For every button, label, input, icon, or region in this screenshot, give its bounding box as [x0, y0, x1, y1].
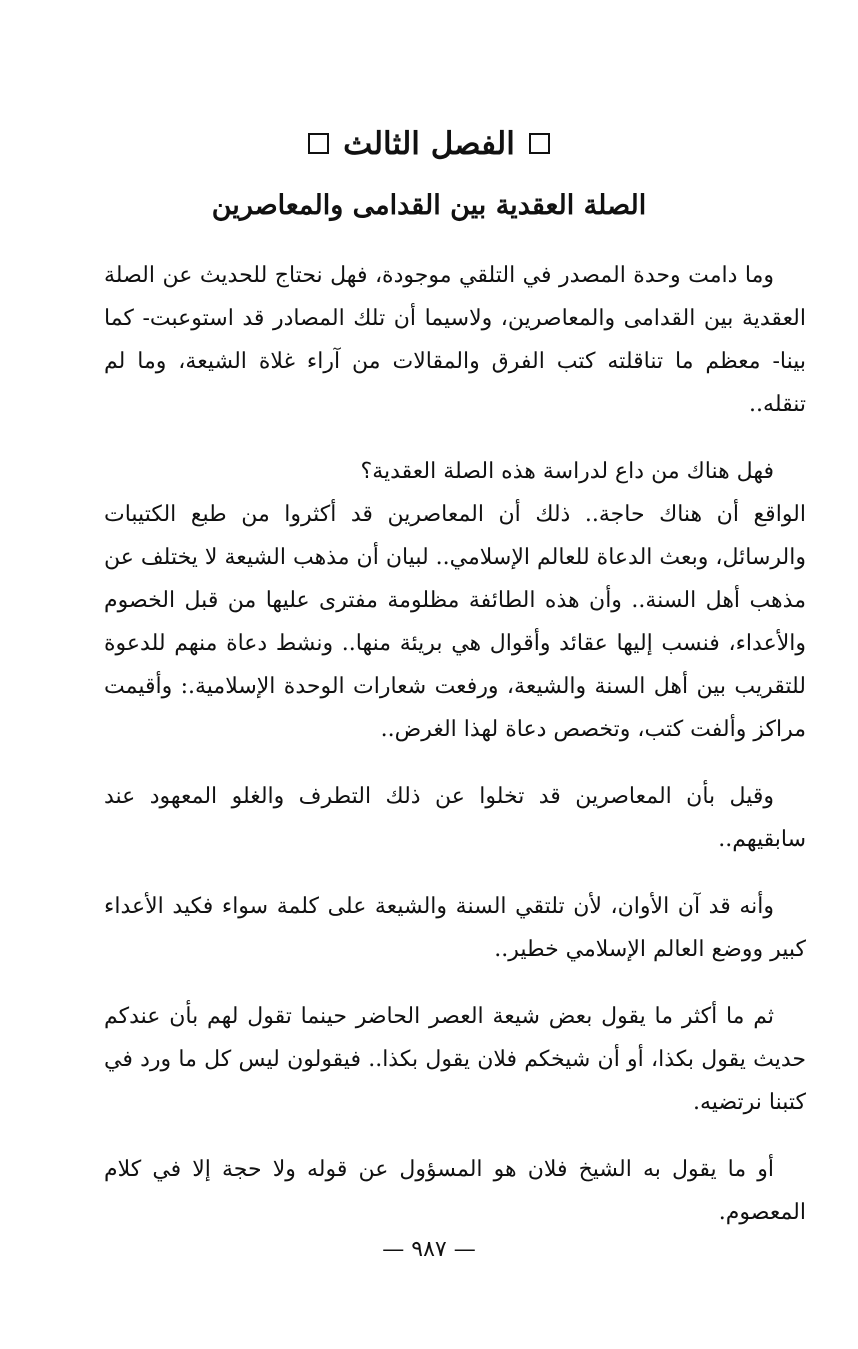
square-ornament-icon — [529, 133, 550, 154]
paragraph: وقيل بأن المعاصرين قد تخلوا عن ذلك التطرف والغلو المعهود عند سابقيهم.. — [104, 784, 806, 852]
page-number: — ٩٨٧ — — [382, 1237, 476, 1262]
chapter-title-text: الفصل الثالث — [343, 126, 515, 162]
paragraph: وما دامت وحدة المصدر في التلقي موجودة، فهل نحتاج للحديث عن الصلة العقدية بين القدامى والمعاصرين، ولاسيما أن تلك المصادر قد استوعبت- كما بينا- معظم ما تناقلته كتب الفرق والمقالات من آراء غلاة الشيعة، وما لم تنقله.. — [104, 263, 806, 417]
body-text — [104, 254, 806, 1234]
chapter-title — [0, 120, 858, 168]
paragraph: أو ما يقول به الشيخ فلان هو المسؤول عن قوله ولا حجة إلا في كلام المعصوم. — [104, 1157, 806, 1225]
square-ornament-icon — [308, 133, 329, 154]
paragraph: ثم ما أكثر ما يقول بعض شيعة العصر الحاضر حينما تقول لهم بأن عندكم حديث يقول بكذا، أو أن شيخكم فلان يقول بكذا.. فيقولون ليس كل ما ورد في كتبنا نرتضيه. — [104, 1004, 806, 1115]
chapter-subtitle: الصلة العقدية بين القدامى والمعاصرين — [211, 190, 647, 221]
paragraph: فهل هناك من داع لدراسة هذه الصلة العقدية؟ — [360, 459, 774, 484]
paragraph: الواقع أن هناك حاجة.. ذلك أن المعاصرين قد أكثروا من طبع الكتيبات والرسائل، وبعث الدعاة للعالم الإسلامي.. لبيان أن مذهب الشيعة لا يختلف عن مذهب أهل السنة.. وأن هذه الطائفة مظلومة مفترى عليها من قبل الخصوم والأعداء، فنسب إليها عقائد وأقوال هي بريئة منها.. ونشط دعاة منهم للدعوة للتقريب بين أهل السنة والشيعة، ورفعت شعارات الوحدة الإسلامية.: وأقيمت مراكز وألفت كتب، وتخصص دعاة لهذا الغرض.. — [104, 502, 806, 742]
paragraph: وأنه قد آن الأوان، لأن تلتقي السنة والشيعة على كلمة سواء فكيد الأعداء كبير ووضع العالم الإسلامي خطير.. — [104, 894, 806, 962]
